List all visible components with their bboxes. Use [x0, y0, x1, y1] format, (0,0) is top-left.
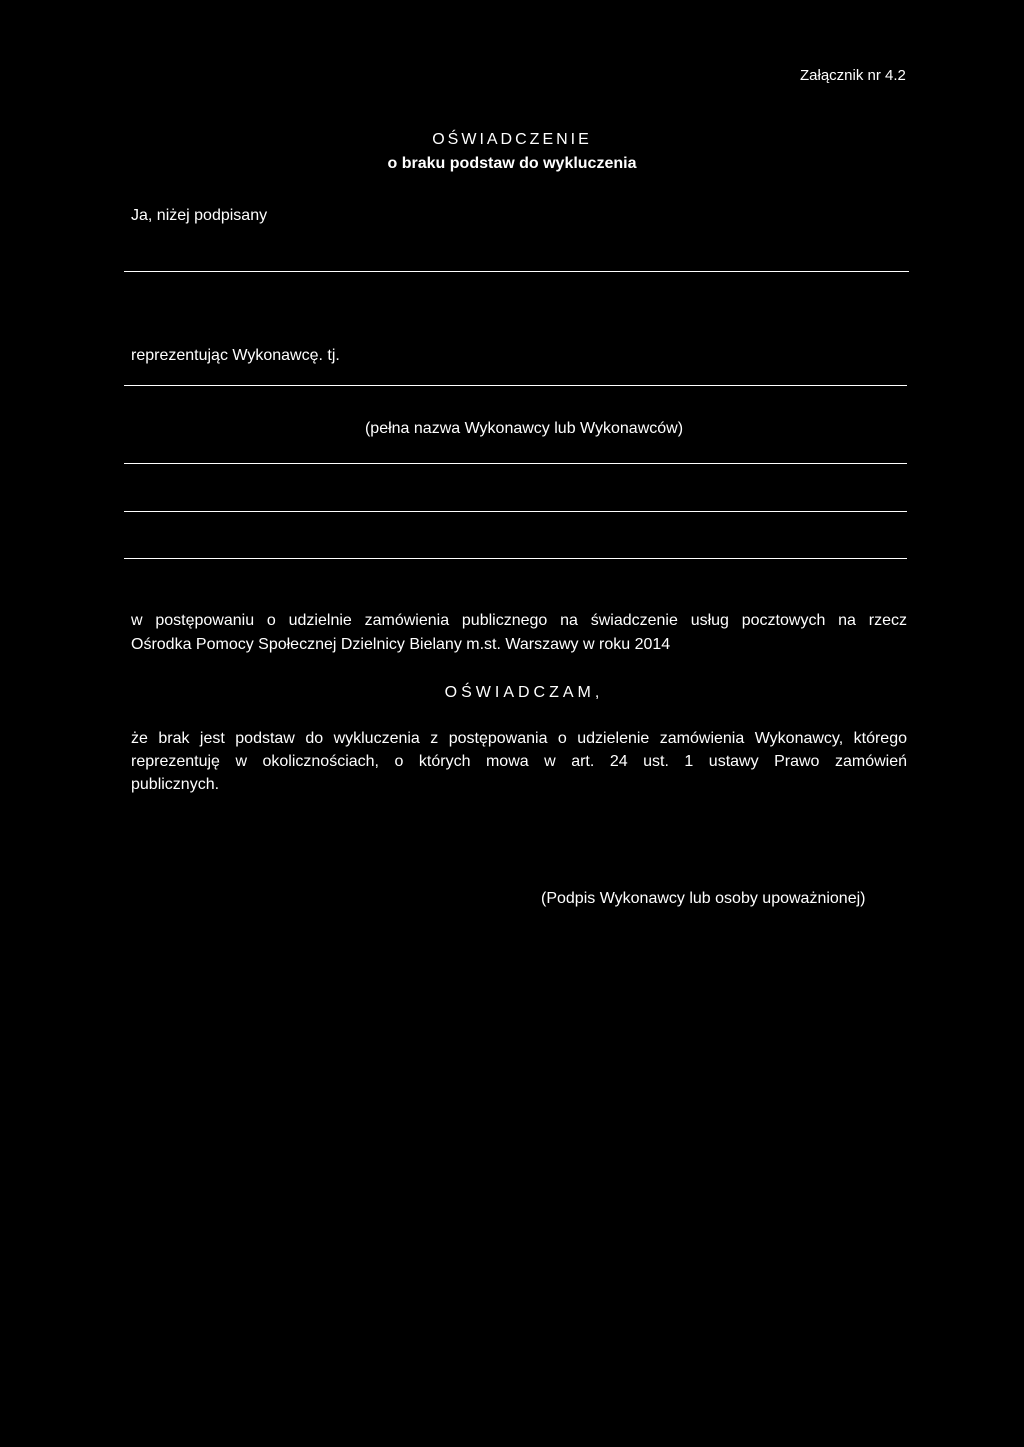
procedure-text-line-1: w postępowaniu o udzielnie zamówienia publicznego na świadczenie usług pocztowych na rzecz — [131, 612, 907, 629]
contractor-address-line-3 — [124, 558, 907, 559]
contractor-address-line-1 — [124, 463, 907, 464]
contractor-address-line-2 — [124, 511, 907, 512]
attachment-label: Załącznik nr 4.2 — [800, 67, 906, 84]
contractor-caption: (pełna nazwa Wykonawcy lub Wykonawców) — [364, 420, 684, 437]
contractor-name-line — [124, 385, 907, 386]
signer-label: Ja, niżej podpisany — [131, 207, 268, 224]
document-subheading: o braku podstaw do wykluczenia — [387, 155, 637, 172]
declaration-text-line-2: reprezentuję w okolicznościach, o których mowa w art. 24 ust. 1 ustawy Prawo zamówień — [131, 753, 907, 770]
signer-name-line — [124, 271, 909, 272]
declaration-text-line-1: że brak jest podstaw do wykluczenia z postępowania o udzielenie zamówienia Wykonawcy, którego — [131, 730, 907, 747]
representing-label: reprezentując Wykonawcę. tj. — [131, 347, 340, 364]
signature-caption: (Podpis Wykonawcy lub osoby upoważnionej) — [541, 890, 866, 907]
procedure-text-line-2: Ośrodka Pomocy Społecznej Dzielnicy Bielany m.st. Warszawy w roku 2014 — [131, 636, 671, 653]
declaration-heading: OŚWIADCZAM, — [444, 684, 604, 701]
declaration-text-line-3: publicznych. — [131, 776, 220, 793]
document-heading: OŚWIADCZENIE — [432, 131, 592, 148]
